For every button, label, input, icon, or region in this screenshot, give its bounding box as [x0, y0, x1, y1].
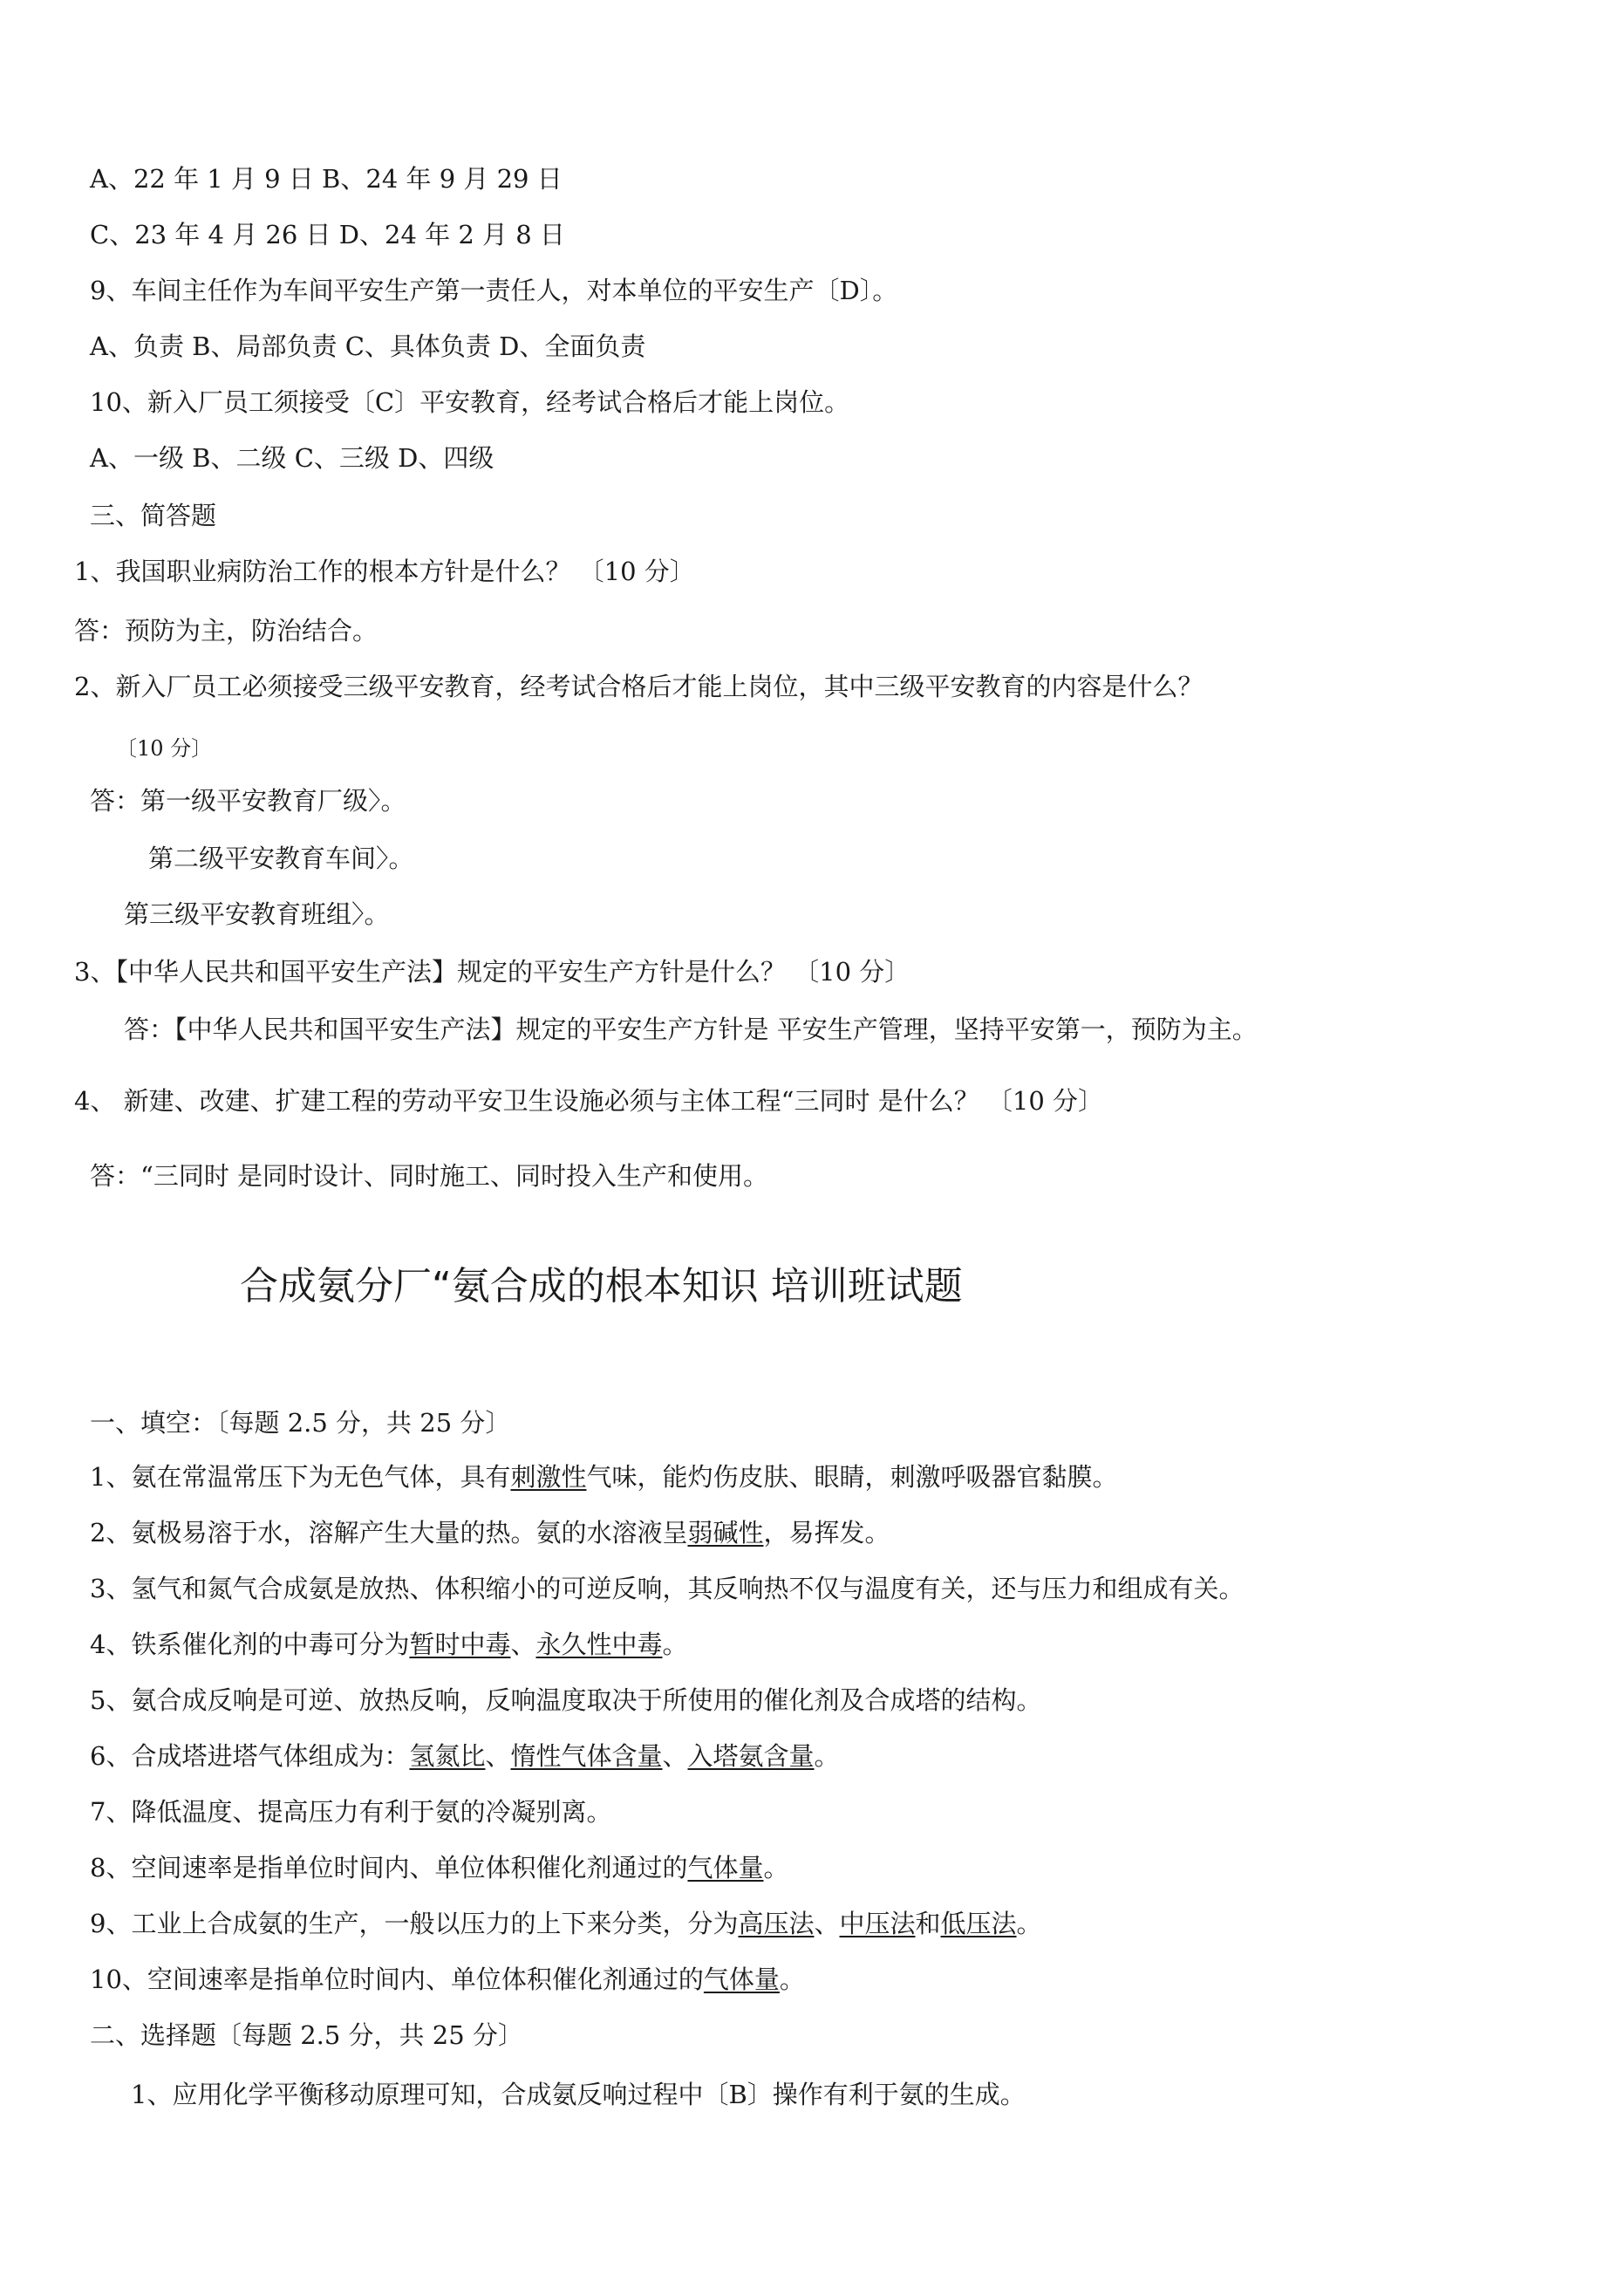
- q10-text-end: 。: [779, 1965, 805, 1994]
- short-answer-heading: 三、简答题: [90, 501, 217, 530]
- q6-text-end: 。: [814, 1741, 840, 1771]
- question-10-options: A、一级 B、二级 C、三级 D、四级: [90, 443, 494, 473]
- sa-answer-1: 答：预防为主，防治结合。: [74, 616, 378, 646]
- q6-text-start: 6、合成塔进塔气体组成为：: [90, 1741, 410, 1771]
- fill-blank-q6: [90, 1739, 840, 1773]
- q4-answer-2: 永久性中毒: [535, 1630, 663, 1659]
- q8-options-line-2: C、23 年 4 月 26 日 D、24 年 2 月 8 日: [90, 220, 565, 249]
- q9-text-start: 9、工业上合成氨的生产，一般以压力的上下来分类，分为: [90, 1909, 739, 1938]
- q8-text-end: 。: [763, 1853, 789, 1883]
- sa-question-4: 4、 新建、改建、扩建工程的劳动平安卫生设施必须与主体工程“三同时 是什么？ 〔10 分〕: [74, 1086, 1104, 1116]
- q6-answer-3: 入塔氨含量: [687, 1741, 815, 1771]
- question-10: 10、新入厂员工须接受〔C〕平安教育，经考试合格后才能上岗位。: [90, 387, 850, 417]
- sa-question-3: 3、【中华人民共和国平安生产法】规定的平安生产方针是什么？ 〔10 分〕: [74, 957, 910, 987]
- sa-question-1: 1、我国职业病防治工作的根本方针是什么？ 〔10 分〕: [74, 557, 695, 586]
- sa-question-2: 2、新入厂员工必须接受三级平安教育，经考试合格后才能上岗位，其中三级平安教育的内容是什么？: [74, 672, 1204, 701]
- q9-separator-1: 、: [814, 1909, 840, 1938]
- sa-question-2-score: 〔10 分〕: [116, 736, 213, 761]
- q6-separator-2: 、: [662, 1741, 688, 1771]
- q8-options-line-1: A、22 年 1 月 9 日 B、24 年 9 月 29 日: [90, 164, 563, 194]
- sa-answer-3: 答：【中华人民共和国平安生产法】规定的平安生产方针是 平安生产管理，坚持平安第一，预防为主。: [124, 1015, 1258, 1044]
- fill-blank-q8: [90, 1850, 788, 1885]
- sa-answer-2-line-1: 答：第一级平安教育厂级〉。: [90, 786, 406, 816]
- q6-answer-1: 氢氮比: [409, 1741, 486, 1771]
- fill-blank-q2: [90, 1515, 890, 1550]
- q4-separator: 、: [510, 1630, 536, 1659]
- q9-text-end: 。: [1016, 1909, 1042, 1938]
- q9-answer-1: 高压法: [738, 1909, 815, 1938]
- question-9-options: A、负责 B、局部负责 C、具体负责 D、全面负责: [90, 331, 646, 361]
- q2-text-end: ，易挥发。: [763, 1518, 890, 1548]
- q1-text-end: 气味，能灼伤皮肤、眼睛，刺激呼吸器官黏膜。: [586, 1462, 1118, 1492]
- q1-text-start: 1、氨在常温常压下为无色气体，具有: [90, 1462, 511, 1492]
- sa-answer-2-line-2: 第二级平安教育车间〉。: [148, 844, 414, 873]
- mc-question-1: 1、应用化学平衡移动原理可知，合成氨反响过程中〔B〕操作有利于氨的生成。: [131, 2080, 1026, 2109]
- q2-text-start: 2、氨极易溶于水，溶解产生大量的热。氨的水溶液呈: [90, 1518, 688, 1548]
- q4-text-end: 。: [662, 1630, 688, 1659]
- q10-answer: 气体量: [703, 1965, 780, 1994]
- q1-answer: 刺激性: [510, 1462, 587, 1492]
- q8-answer: 气体量: [687, 1853, 764, 1883]
- q9-answer-2: 中压法: [839, 1909, 916, 1938]
- exam-title: 合成氨分厂“氨合成的根本知识 培训班试题: [240, 1264, 963, 1309]
- q4-text-start: 4、铁系催化剂的中毒可分为: [90, 1630, 410, 1659]
- fill-blank-q10: [90, 1962, 805, 1997]
- sa-answer-2-line-3: 第三级平安教育班组〉。: [124, 899, 390, 929]
- fill-blank-q5: 5、氨合成反响是可逆、放热反响，反响温度取决于所使用的催化剂及合成塔的结构。: [90, 1685, 1042, 1715]
- q6-separator-1: 、: [485, 1741, 511, 1771]
- fill-blank-heading: 一、填空：〔每题 2.5 分，共 25 分〕: [90, 1408, 511, 1438]
- fill-blank-q1: [90, 1459, 1117, 1494]
- q6-answer-2: 惰性气体含量: [510, 1741, 663, 1771]
- q8-text-start: 8、空间速率是指单位时间内、单位体积催化剂通过的: [90, 1853, 688, 1883]
- q9-answer-3: 低压法: [940, 1909, 1017, 1938]
- sa-answer-4: 答：“三同时 是同时设计、同时施工、同时投入生产和使用。: [90, 1161, 769, 1191]
- question-9: 9、车间主任作为车间平安生产第一责任人，对本单位的平安生产〔D〕。: [90, 276, 898, 305]
- q2-answer: 弱碱性: [687, 1518, 764, 1548]
- fill-blank-q9: [90, 1906, 1042, 1941]
- multiple-choice-heading: 二、选择题〔每题 2.5 分，共 25 分〕: [90, 2020, 523, 2050]
- fill-blank-q3: 3、氢气和氮气合成氨是放热、体积缩小的可逆反响，其反响热不仅与温度有关，还与压力和组成有关。: [90, 1574, 1245, 1603]
- q9-separator-2: 和: [915, 1909, 941, 1938]
- fill-blank-q7: 7、降低温度、提高压力有利于氨的冷凝别离。: [90, 1797, 612, 1827]
- q10-text-start: 10、空间速率是指单位时间内、单位体积催化剂通过的: [90, 1965, 704, 1994]
- q4-answer-1: 暂时中毒: [409, 1630, 511, 1659]
- fill-blank-q4: [90, 1627, 688, 1662]
